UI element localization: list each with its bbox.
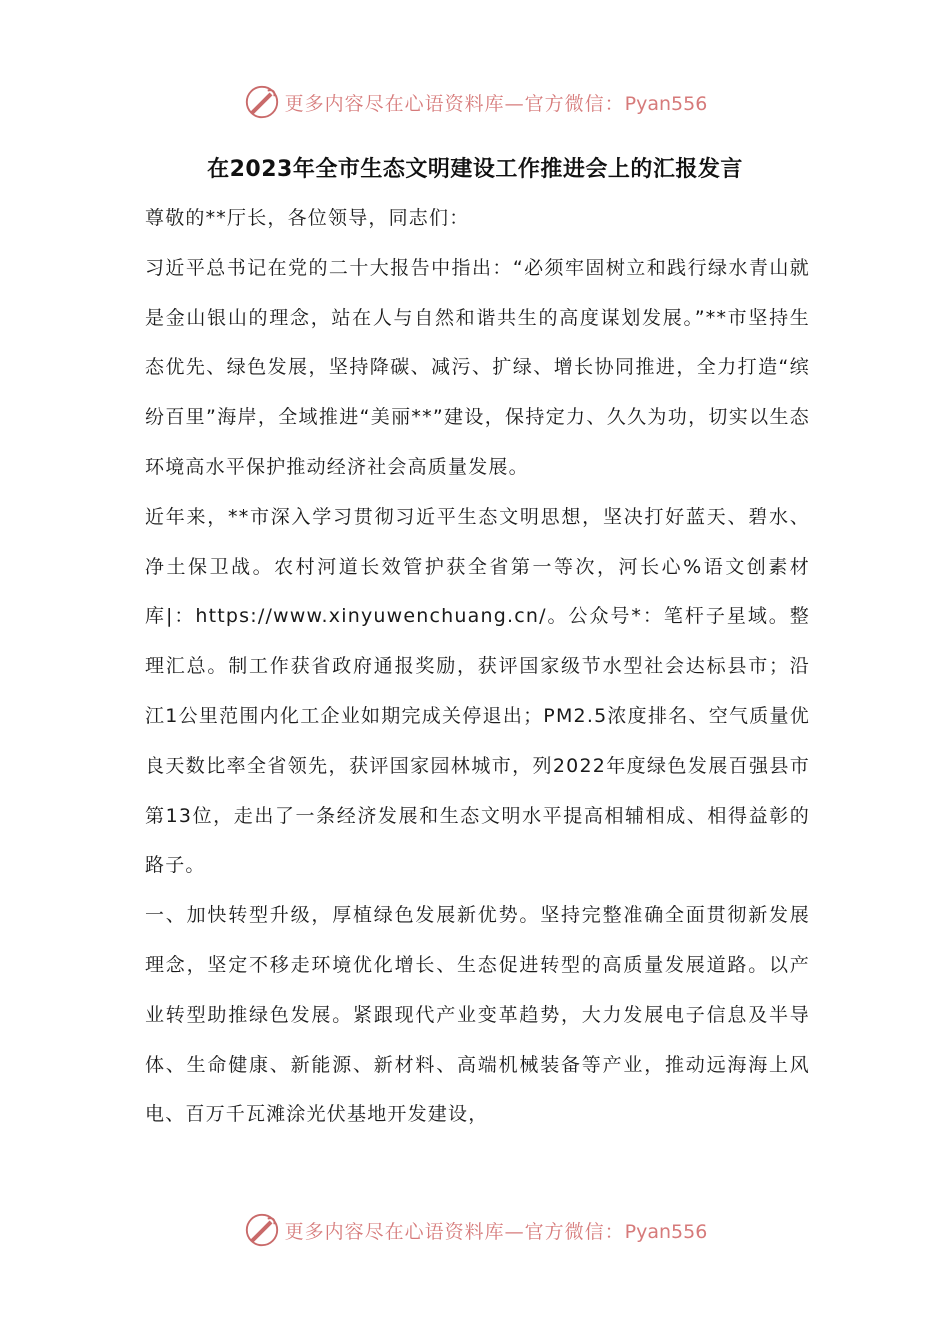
- banner-text: 更多内容尽在心语资料库—官方微信：Pyan556: [284, 1220, 708, 1243]
- paragraph-3: 一、加快转型升级，厚植绿色发展新优势。坚持完整准确全面贯彻新发展理念，坚定不移走环境优化增长、生态促进转型的高质量发展道路。以产业转型助推绿色发展。紧跟现代产业变革趋势，大力发展电子信息及半导体、生命健康、新能源、新材料、高端机械装备等产业，推动远海海上风电、百万千瓦滩涂光伏基地开发建设，: [145, 904, 810, 1126]
- paragraph-1: 习近平总书记在党的二十大报告中指出：“必须牢固树立和践行绿水青山就是金山银山的理念，站在人与自然和谐共生的高度谋划发展。”**市坚持生态优先、绿色发展，坚持降碳、减污、扩绿、增长协同推进，全力打造“缤纷百里”海岸，全域推进“美丽**”建设，保持定力、久久为功，切实以生态环境高水平保护推动经济社会高质量发展。: [145, 256, 810, 478]
- footer-watermark-banner: [0, 1210, 950, 1250]
- document-title: 在2023年全市生态文明建设工作推进会上的汇报发言: [207, 157, 743, 182]
- wechat-id: Pyan556: [624, 92, 708, 115]
- pen-logo-icon: [243, 1211, 281, 1249]
- document-body: [145, 194, 810, 1140]
- salutation: 尊敬的**厅长，各位领导，同志们：: [145, 207, 470, 229]
- pen-logo-icon: [243, 83, 281, 121]
- header-watermark-banner: [0, 82, 950, 122]
- wechat-id: Pyan556: [624, 1220, 708, 1243]
- paragraph-2: 近年来，**市深入学习贯彻习近平生态文明思想，坚决打好蓝天、碧水、净土保卫战。农村河道长效管护获全省第一等次，河长心%语文创素材库|：https://www.xinyuwenchuang.cn/。公众号*：笔杆子星域。整理汇总。制工作获省政府通报奖励，获评国家级节水型社会达标县市；沿江1公里范围内化工企业如期完成关停退出；PM2.5浓度排名、空气质量优良天数比率全省领先，获评国家园林城市，列2022年度绿色发展百强县市第13位，走出了一条经济发展和生态文明水平提高相辅相成、相得益彰的路子。: [145, 505, 810, 877]
- banner-text: 更多内容尽在心语资料库—官方微信：Pyan556: [284, 92, 708, 115]
